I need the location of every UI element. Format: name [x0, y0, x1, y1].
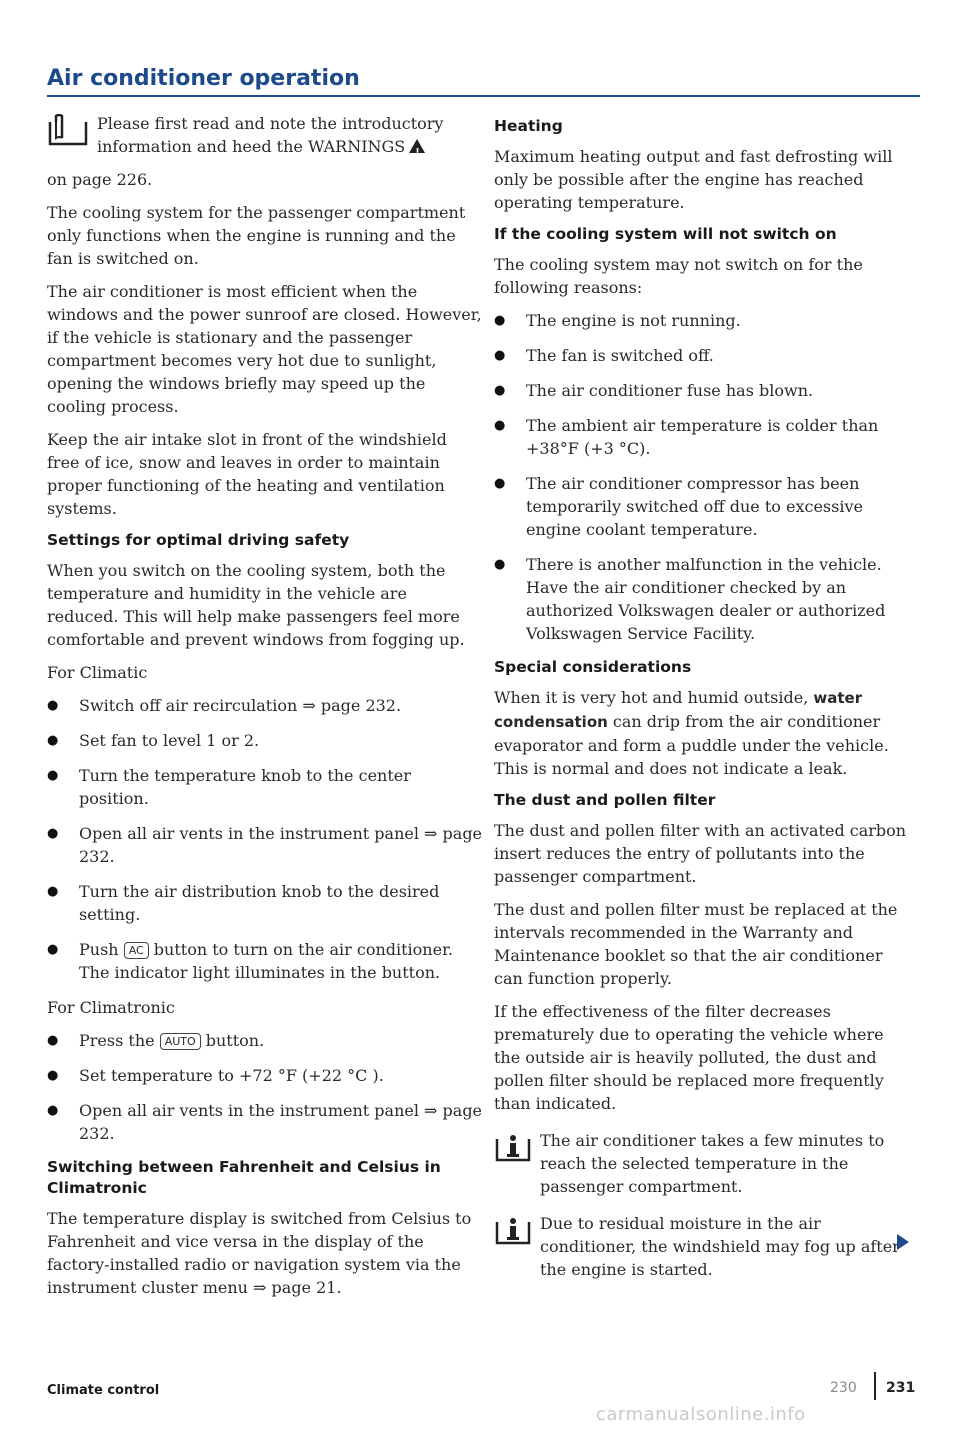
paragraph: The cooling system may not switch on for the following reasons: — [494, 255, 863, 297]
footer-section-title: Climate control — [47, 1383, 160, 1398]
paragraph: The temperature display is switched from Celsius to Fahrenheit and vice versa in the display of the factory-installed radio or navigation system via the instrument cluster menu ⇒ page 21. — [47, 1209, 472, 1297]
continue-arrow-icon — [897, 1234, 909, 1250]
note-text: The air conditioner takes a few minutes to reach the selected temperature in the passenger compartment. — [540, 1131, 885, 1196]
list-item: ● Turn the air distribution knob to the desired setting. — [47, 880, 483, 926]
list-item: ● There is another malfunction in the vehicle. Have the air conditioner checked by an authorized Volkswagen dealer or authorized Volkswagen Service Facility. — [494, 553, 912, 645]
heading-settings: Settings for optimal driving safety — [47, 531, 350, 549]
list-item: ● Set temperature to +72 °F (+22 °C ). — [47, 1064, 483, 1087]
list-item: ● Switch off air recirculation ⇒ page 232. — [47, 694, 483, 717]
book-icon — [47, 114, 89, 150]
heading-climatronic: For Climatronic — [47, 998, 175, 1017]
info-note — [494, 1212, 912, 1281]
heading-special: Special considerations — [494, 658, 692, 676]
page-title: Air conditioner operation — [47, 66, 360, 91]
paragraph: Maximum heating output and fast defrosting will only be possible after the engine has reached operating temperature. — [494, 147, 893, 212]
left-column — [47, 112, 483, 1309]
right-column — [494, 112, 912, 1291]
intro-text: Please first read and note the introductory information and heed the WARNINGS — [97, 114, 444, 156]
paragraph: When you switch on the cooling system, both the temperature and humidity in the vehicle are reduced. This will help make passengers feel more comfortable and prevent windows from fogging up. — [47, 561, 465, 649]
list-item: ● Set fan to level 1 or 2. — [47, 729, 483, 752]
paragraph: The air conditioner is most efficient when the windows and the power sunroof are closed. However, if the vehicle is stationary and the passenger compartment becomes very hot due to sunlight, opening the windows briefly may speed up the cooling process. — [47, 282, 482, 416]
paragraph: The dust and pollen filter with an activated carbon insert reduces the entry of pollutants into the passenger compartment. — [494, 821, 907, 886]
list-item: ● Open all air vents in the instrument panel ⇒ page 232. — [47, 1099, 483, 1145]
heading-climatic: For Climatic — [47, 663, 148, 682]
text: Push — [79, 940, 119, 959]
auto-button-icon: AUTO — [160, 1033, 201, 1050]
page-number-right: 231 — [886, 1380, 916, 1396]
list-item: ● The fan is switched off. — [494, 344, 912, 367]
list-item — [47, 1029, 483, 1052]
text: button to turn on the air conditioner. The indicator light illuminates in the button. — [79, 940, 454, 982]
info-icon — [494, 1133, 532, 1163]
paragraph: Keep the air intake slot in front of the windshield free of ice, snow and leaves in order to maintain proper functioning of the heating and ventilation systems. — [47, 430, 447, 518]
heading-cooling: If the cooling system will not switch on — [494, 225, 837, 243]
list-item: ● Open all air vents in the instrument panel ⇒ page 232. — [47, 822, 483, 868]
list-item: ● The air conditioner fuse has blown. — [494, 379, 912, 402]
term: water condensation — [494, 689, 863, 731]
heading-switching: Switching between Fahrenheit and Celsius in Climatronic — [47, 1158, 441, 1197]
text: When it is very hot and humid outside, — [494, 688, 809, 707]
intro-note — [47, 112, 483, 158]
text: can drip from the air conditioner evaporator and form a puddle under the vehicle. This is normal and does not indicate a leak. — [494, 712, 889, 778]
paragraph: The dust and pollen filter must be replaced at the intervals recommended in the Warranty and Maintenance booklet so that the air conditioner can function properly. — [494, 900, 898, 988]
header-rule — [47, 95, 920, 97]
page-divider — [874, 1372, 876, 1400]
text: button. — [205, 1031, 265, 1050]
intro-page-ref: on page 226. — [47, 170, 153, 189]
ac-button-icon: AC — [124, 942, 149, 959]
paragraph — [494, 686, 912, 780]
info-icon — [494, 1216, 532, 1246]
info-note — [494, 1129, 912, 1198]
text: Press the — [79, 1031, 155, 1050]
paragraph: The cooling system for the passenger compartment only functions when the engine is running and the fan is switched on. — [47, 203, 466, 268]
list-item: ● The ambient air temperature is colder than +38°F (+3 °C). — [494, 414, 912, 460]
list-item — [47, 938, 483, 984]
list-item: ● The air conditioner compressor has been temporarily switched off due to excessive engine coolant temperature. — [494, 472, 912, 541]
page-header — [47, 66, 920, 100]
note-text: Due to residual moisture in the air conditioner, the windshield may fog up after the engine is started. — [540, 1214, 900, 1279]
paragraph: If the effectiveness of the filter decreases prematurely due to operating the vehicle where the outside air is heavily polluted, the dust and pollen filter should be replaced more frequently than indicated. — [494, 1002, 884, 1113]
watermark: carmanualsonline.info — [596, 1404, 806, 1425]
list-item: ● Turn the temperature knob to the center position. — [47, 764, 483, 810]
list-item: ● The engine is not running. — [494, 309, 912, 332]
heading-heating: Heating — [494, 117, 563, 135]
warning-icon — [409, 139, 425, 153]
page-number-left: 230 — [830, 1380, 857, 1396]
heading-dust: The dust and pollen filter — [494, 791, 716, 809]
